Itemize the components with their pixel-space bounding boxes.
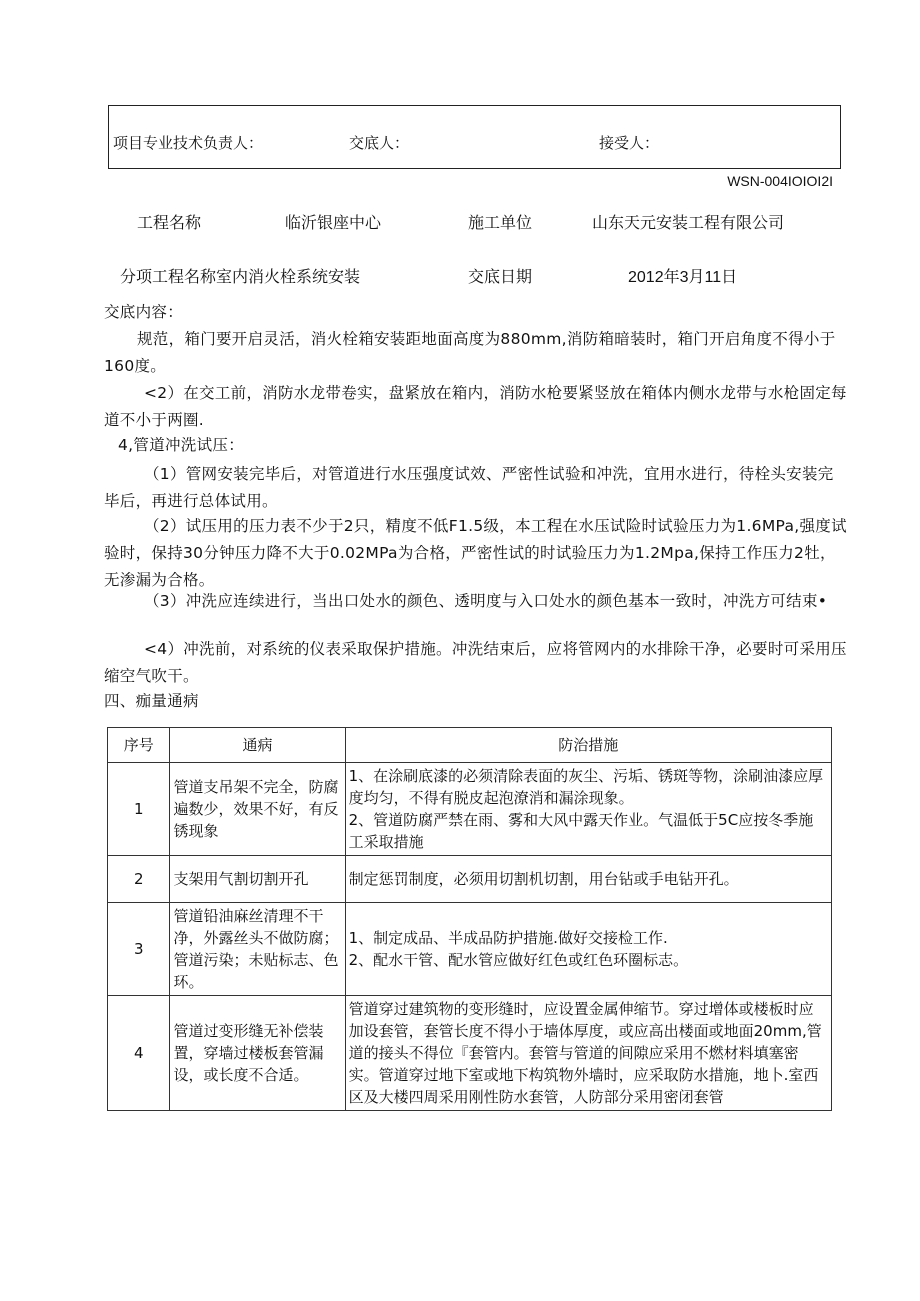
handover-by-label: 交底人：: [349, 134, 410, 152]
row-problem: 管道支吊架不完全，防腐遍数少，效果不好，有反锈现象: [170, 763, 345, 856]
content-heading: 交底内容：: [104, 303, 184, 321]
section-heading: 四、痂量通病: [104, 692, 199, 710]
receiver-label: 接受人：: [599, 134, 660, 152]
contractor-label: 施工单位: [468, 213, 533, 232]
paragraph-2: <2）在交工前，消防水龙带卷实，盘紧放在箱内，消防水枪要紧竖放在箱体内侧水龙带与水枪固定每道不小于两圈.: [104, 384, 847, 429]
document-code: WSN-004IOIOI2I: [727, 173, 833, 189]
table-row: [108, 903, 832, 996]
header-problem: 通病: [170, 728, 345, 763]
header-measure: 防治措施: [345, 728, 831, 763]
paragraph-3: 4,管道冲洗试压：: [118, 436, 244, 454]
project-name-label: 工程名称: [137, 213, 202, 232]
paragraph-5: （2）试压用的压力表不少于2只，精度不低F1.5级，本工程在水压试险时试验压力为1.6MPa,强度试验时，保持30分钟压力降不大于0.02MPa为合格，严密性试的时试验压力为1.2Mpa,保持工作压力2牡，无渗漏为合格。: [104, 517, 847, 589]
subproject-name: 分项工程名称室内消火栓系统安装: [120, 267, 361, 286]
row-measure: 制定惩罚制度，必须用切割机切割，用台钻或手电钻开孔。: [345, 856, 831, 903]
row-problem: 管道铅油麻丝清理不干净，外露丝头不做防腐；管道污染；未贴标志、色环。: [170, 903, 345, 996]
row-measure: 1、在涂刷底漆的必须清除表面的灰尘、污垢、锈斑等物，涂刷油漆应厚度均匀，不得有脱皮起泡潦消和漏涂现象。 2、管道防腐严禁在雨、雾和大风中露天作业。气温低于5C应按冬季施工采取措施: [345, 763, 831, 856]
row-problem: 管道过变形缝无补偿装置，穿墙过楼板套管漏设，或长度不合适。: [170, 996, 345, 1111]
paragraph-1: 规范，箱门要开启灵活，消火栓箱安装距地面高度为880mm,消防箱暗装时，箱门开启角度不得小于160度。: [104, 330, 836, 375]
row-no: 2: [108, 856, 170, 903]
header-no: 序号: [108, 728, 170, 763]
row-problem: 支架用气割切割开孔: [170, 856, 345, 903]
date-label: 交底日期: [468, 267, 533, 286]
row-measure: 1、制定成品、半成品防护措施.做好交接检工作. 2、配水干管、配水管应做好红色或红色环圈标志。: [345, 903, 831, 996]
table-row: [108, 763, 832, 856]
table-row: [108, 996, 832, 1111]
table-header-row: [108, 728, 832, 763]
row-no: 4: [108, 996, 170, 1111]
row-measure: 管道穿过建筑物的变形缝时，应设置金属伸缩节。穿过增体或楼板时应加设套管，套管长度不得小于墙体厚度，或应高出楼面或地面20mm,管道的接头不得位『套管内。套管与管道的间隙应采用不燃材料填塞密实。管道穿过地下室或地下构筑物外墙时，应采取防水措施，地卜.室西区及大楼四周采用刚性防水套管，人防部分采用密闭套管: [345, 996, 831, 1111]
paragraph-4: （1）管网安装完毕后，对管道进行水压强度试效、严密性试验和冲洗，宜用水进行，待栓头安装完毕后，再进行总体试用。: [104, 465, 834, 510]
common-defects-table: [107, 727, 832, 1111]
table-row: [108, 856, 832, 903]
signature-box: [108, 105, 841, 169]
row-no: 1: [108, 763, 170, 856]
tech-lead-label: 项目专业技术负责人：: [113, 134, 264, 152]
paragraph-7: <4）冲洗前，对系统的仪表采取保护措施。冲洗结束后，应将管网内的水排除干净，必要时可采用压缩空气吹干。: [104, 640, 847, 685]
handover-date: 2012年3月11日: [628, 269, 738, 286]
row-no: 3: [108, 903, 170, 996]
project-name: 临沂银座中心: [285, 213, 382, 232]
contractor: 山东天元安装工程有限公司: [592, 213, 785, 232]
paragraph-6: （3）冲洗应连续进行，当出口处水的颜色、透明度与入口处水的颜色基本一致时，冲洗方可结束•: [144, 592, 828, 610]
